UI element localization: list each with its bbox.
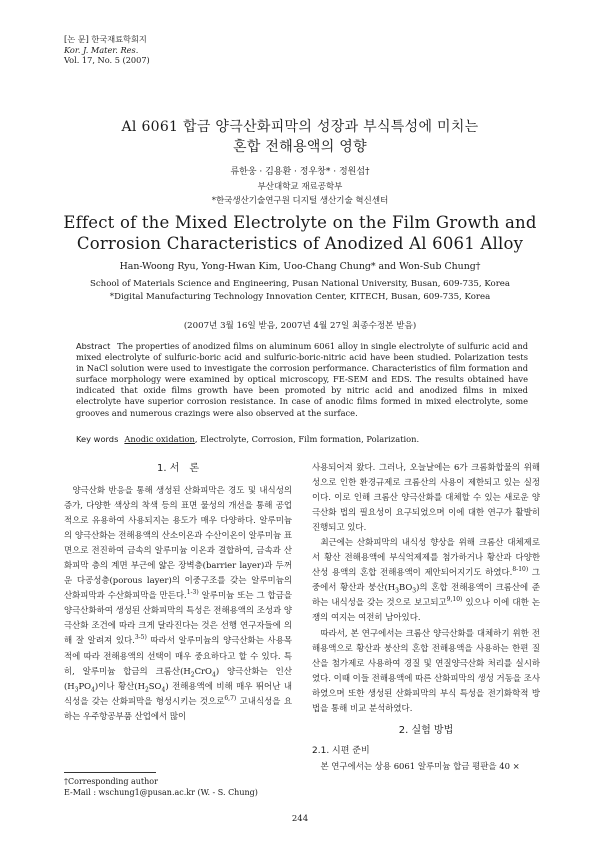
abstract-text: The properties of anodized films on aluminum 6061 alloy in single electrolyte of sulfuric acid and mixed electrolyte of sulfuric-boric acid and sulfuric-boric-nitric acid have been studied. Polarization tests in NaCl solution were used to investigate the corrosion performance. Characteristics of film formation and surface morphology were examined by optical microscopy, FE-SEM and EDS. The results obtained have indicated that oxide films growth have been promoted by nitric acid and anodized films in mixed electrolyte have superior corrosion resistance. In case of anodic films formed in mixed electrolyte, some grooves and numerous crazings were also observed at the surface. [76,341,529,418]
abstract-label: Abstract [76,341,111,351]
corresponding-author-label: †Corresponding author [64,777,158,786]
intro-paragraph: 양극산화 반응을 통해 생성된 산화피막은 경도 및 내식성의 증가, 다양한 색상의 착색 등의 표면 물성의 개선을 통해 공업적으로 유용하여 사용되지는 용도가 매우 다양하다. 알루미늄의 양극산화는 전해용액의 산소이온과 수산이온이 알루미늄 표면으로 전진하여 금속의 알루미늄 이온과 결합하여, 금속과 산화피막 층의 계면 부근에 얇은 장벽층(barrier layer)과 두꺼운 다공성층(porous layer)의 이중구조를 갖는 알루미늄의 산화피막과 수산화피막을 만든다.$^{1-3)}$ 알루미늄 또는 그 합금을 양극산화하여 생성된 산화피막의 특성은 전해용액의 조성과 양극산화 조건에 따라 크게 달라진다는 것은 선행 연구자들에 의해 잘 알려져 있다.$^{3-5)}$ 따라서 알루미늄의 양극산화는 사용목적에 따라 전해용액의 선택이 매우 중요하다고 할 수 있다. 특히, 알루미늄 합금의 크롬산$(H_2CrO_4)$ 양극산화는 인산$(H_3PO_4)$이나 황산$(H_2SO_4)$ 전해용액에 비해 매우 뛰어난 내식성을 갖는 산화피막을 형성시키는 것으로$^{6,7)}$ 고내식성을 요하는 우주항공부품 산업에서 많이 [64,485,293,721]
korean-affiliation-1: 부산대학교 재료공학부 [257,182,343,192]
keywords-label: Key words [76,434,119,444]
keywords [76,434,528,444]
english-authors: Han-Woong Ryu, Yong-Hwan Kim, Uoo-Chang Chung* and Won-Sub Chung† [119,261,481,272]
subsection-heading-specimen: 2.1. 시편 준비 [312,745,370,756]
journal-name-en: Kor. J. Mater. Res. [64,44,139,55]
journal-volume: Vol. 17, No. 5 (2007) [64,55,150,65]
journal-name-kr: [논 문] 한국재료학회지 [64,34,147,44]
methods-paragraph: 본 연구에서는 상용 6061 알루미늄 합금 평판을 40 × [320,760,520,771]
english-title-line-1: Effect of the Mixed Electrolyte on the Film Growth and [63,213,537,232]
korean-authors: 류한웅 · 김용환 · 정우창* · 정원섭† [230,167,370,177]
intro-paragraph-3: 따라서, 본 연구에서는 크롬산 양극산화를 대체하기 위한 전해용액으로 황산과 붕산의 혼합 전해용액을 사용하는 한편 질산을 첨가제로 사용하여 경질 및 연질양극산화 처리를 실시하였다. 이때 이들 전해용액에 따른 산화피막의 생성 거동을 조사하였으며 또한 생성된 산화피막의 부식 특성을 전기화학적 방법을 통해 비교 분석하였다. [312,627,540,713]
footnote-divider [64,772,156,773]
section-heading-introduction: 1. 서 론 [156,463,200,474]
korean-affiliation-2: *한국생산기술연구원 디지털 생산기술 혁신센터 [211,196,389,206]
left-column [64,460,292,724]
footnote [64,776,258,798]
intro-paragraph-2: 최근에는 산화피막의 내식성 향상을 위해 크롬산 대체제로서 황산 전해용액에 부식억제제를 첨가하거나 황산과 다양한 산성 용액의 혼합 전해용액이 제안되어지기도 하였다.$^{8-10)}$ 그중에서 황산과 붕산$(H_3BO_3)$의 혼합 전해용액이 크롬산에 준하는 내식성을 갖는 것으로 보고되고$^{9,10)}$ 있으나 이에 대한 논쟁의 여지는 여전히 남아있다. [312,537,540,623]
korean-title-line-2: 혼합 전해용액의 영향 [233,139,367,155]
page-number: 244 [291,814,309,824]
corresponding-author-email: E-Mail : wschung1@pusan.ac.kr (W. - S. Chung) [64,788,258,797]
keyword-first: Anodic oxidation [124,434,195,444]
english-title-line-2: Corrosion Characteristics of Anodized Al 6061 Alloy [76,234,524,253]
section-heading-methods: 2. 실험 방법 [398,724,454,736]
english-affiliation-2: *Digital Manufacturing Technology Innovation Center, KITECH, Busan, 609-735, Korea [109,292,491,302]
received-date: (2007년 3월 16일 받음, 2007년 4월 27일 최종수정본 받음) [183,321,417,331]
journal-header [64,34,150,66]
korean-title-line-1: Al 6061 합금 양극산화피막의 성장과 부식특성에 미치는 [121,119,479,135]
abstract [76,341,528,419]
intro-continued-paragraph: 사용되어져 왔다. 그러나, 오늘날에는 6가 크롬화합물의 위해성으로 인한 환경규제로 크롬산의 사용이 제한되고 있는 실정이다. 이로 인해 크롬산 양극산화를 대체할 수 있는 새로운 양극산화 법의 필요성이 요구되었으며 이에 대한 연구가 활발히 진행되고 있다. [312,462,540,533]
keywords-rest: , Electrolyte, Corrosion, Film formation, Polarization. [194,434,420,444]
right-column [312,460,540,774]
english-affiliation-1: School of Materials Science and Engineering, Pusan National University, Busan, 609-735, Korea [89,279,511,289]
